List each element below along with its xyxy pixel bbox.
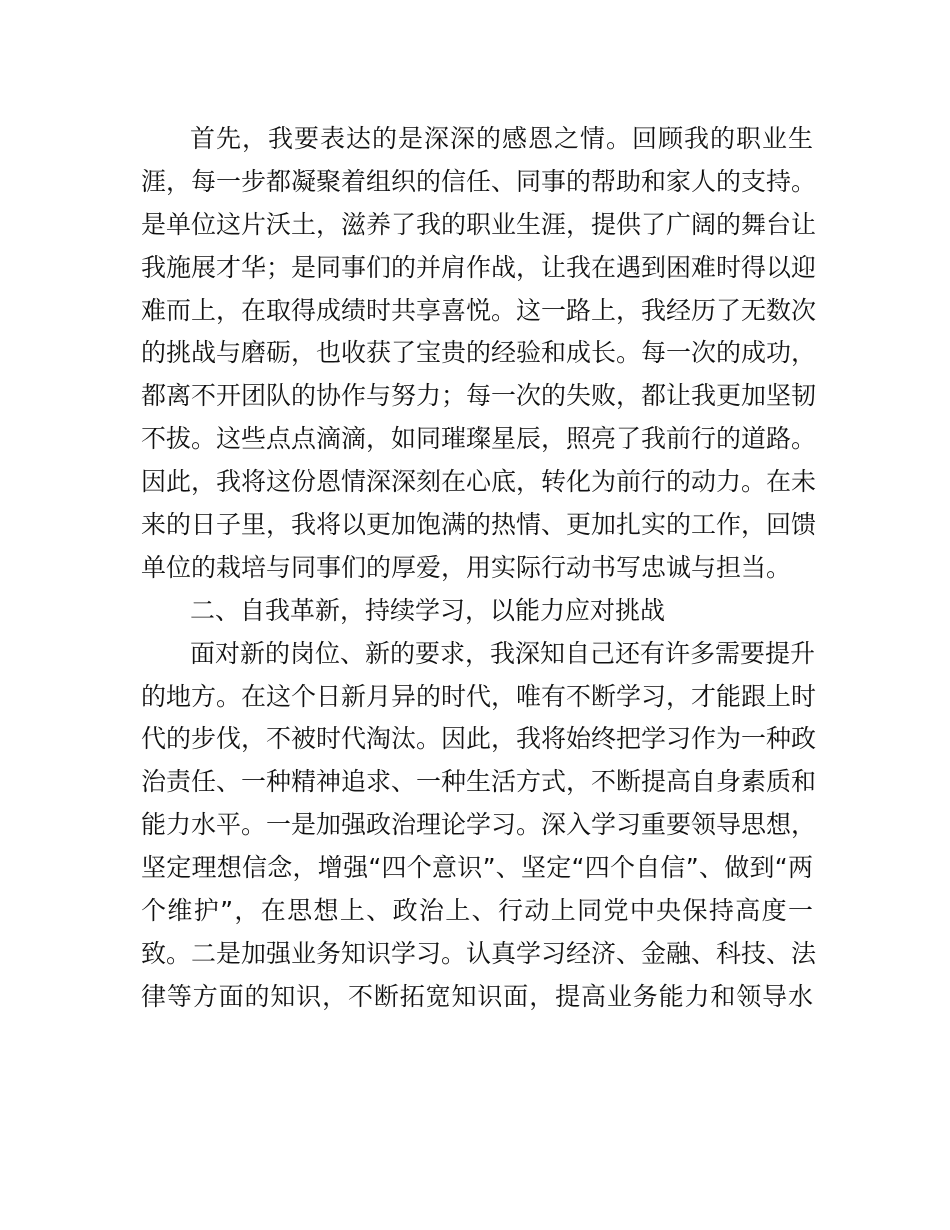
- text-line: 能力水平。一是加强政治理论学习。深入学习重要领导思想，: [141, 810, 817, 840]
- text-line: 不拔。这些点点滴滴，如同璀璨星辰，照亮了我前行的道路。: [141, 424, 817, 454]
- text-line: 难而上，在取得成绩时共享喜悦。这一路上，我经历了无数次: [141, 295, 817, 325]
- text-line: 代的步伐，不被时代淘汰。因此，我将始终把学习作为一种政: [141, 724, 817, 754]
- document-body: [141, 118, 817, 1019]
- text-line: 来的日子里，我将以更加饱满的热情、更加扎实的工作，回馈: [141, 510, 817, 540]
- text-line: 个维护”，在思想上、政治上、行动上同党中央保持高度一: [141, 896, 813, 926]
- text-line: 我施展才华；是同事们的并肩作战，让我在遇到困难时得以迎: [141, 252, 817, 282]
- text-line: 致。二是加强业务知识学习。认真学习经济、金融、科技、法: [141, 938, 817, 968]
- text-line: 单位的栽培与同事们的厚爱，用实际行动书写忠诚与担当。: [141, 552, 792, 582]
- text-line: 的挑战与磨砺，也收获了宝贵的经验和成长。每一次的成功，: [141, 338, 817, 368]
- text-line: 治责任、一种精神追求、一种生活方式，不断提高自身素质和: [141, 767, 817, 797]
- text-line: 是单位这片沃土，滋养了我的职业生涯，提供了广阔的舞台让: [141, 209, 817, 239]
- text-line: 因此，我将这份恩情深深刻在心底，转化为前行的动力。在未: [141, 467, 817, 497]
- text-line: 都离不开团队的协作与努力；每一次的失败，都让我更加坚韧: [141, 381, 817, 411]
- text-line: 二、自我革新，持续学习，以能力应对挑战: [190, 595, 666, 625]
- text-line: 的地方。在这个日新月异的时代，唯有不断学习，才能跟上时: [141, 681, 817, 711]
- text-line: 坚定理想信念，增强“四个意识”、坚定“四个自信”、做到“两: [141, 853, 813, 883]
- text-line: 律等方面的知识，不断拓宽知识面，提高业务能力和领导水: [141, 981, 813, 1011]
- text-line: 涯，每一步都凝聚着组织的信任、同事的帮助和家人的支持。: [141, 166, 817, 196]
- text-line: 首先，我要表达的是深深的感恩之情。回顾我的职业生: [190, 124, 813, 153]
- text-line: 面对新的岗位、新的要求，我深知自己还有许多需要提升: [190, 638, 816, 668]
